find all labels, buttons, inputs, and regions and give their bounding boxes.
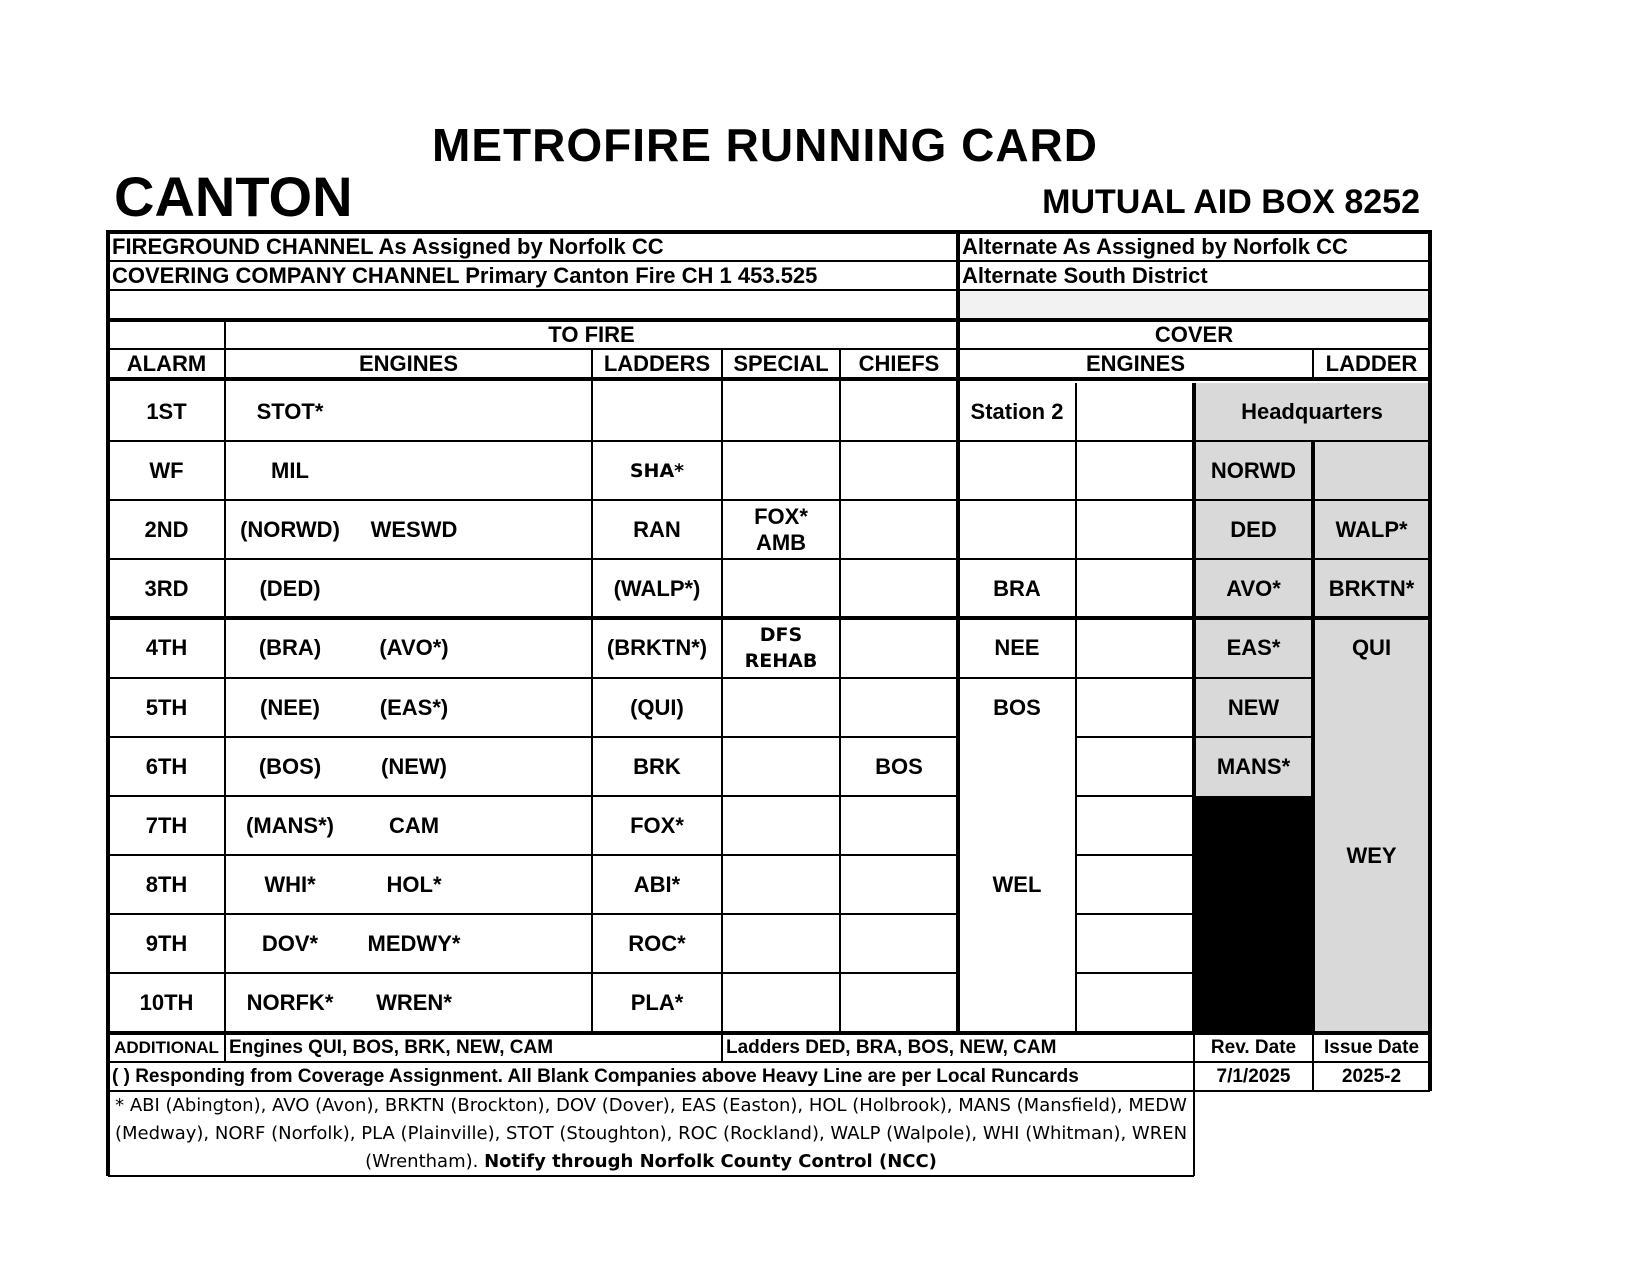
alarm-cell: 10TH xyxy=(139,990,194,1015)
blank-alt-row xyxy=(958,290,1430,320)
grid-line xyxy=(1428,232,1432,1091)
grid-line xyxy=(108,736,958,738)
rev-date-label: Rev. Date xyxy=(1210,1036,1297,1058)
grid-line xyxy=(1192,383,1196,1033)
alarm-cell: 3RD xyxy=(144,575,189,601)
grid-line xyxy=(1076,854,1194,856)
special-cell xyxy=(722,559,840,618)
engine-cell xyxy=(355,441,473,500)
ladder-cell: ABI* xyxy=(633,871,681,897)
cover-engine-cell: Station 2 xyxy=(970,399,1064,424)
ladder-cell: RAN xyxy=(633,516,681,542)
special-cell xyxy=(722,441,840,500)
grid-line xyxy=(108,1031,1430,1035)
blacked-out-cell xyxy=(1194,796,1313,1033)
grid-line xyxy=(1312,1033,1314,1091)
cover-engine-cell xyxy=(958,441,1076,500)
engines-header: ENGINES xyxy=(358,350,459,376)
covering-channel: COVERING COMPANY CHANNEL Primary Canton Fire CH 1 453.525 xyxy=(112,262,818,288)
special-cell: DFS REHAB xyxy=(744,624,818,672)
grid-line xyxy=(721,349,723,1033)
grid-line xyxy=(108,289,1430,291)
cover-engine-cell: NORWD xyxy=(1210,457,1297,483)
grid-line xyxy=(839,349,841,1033)
cover-engine-cell: EAS* xyxy=(1226,635,1281,660)
grid-line xyxy=(108,677,1194,679)
cover-engine-cell: BOS xyxy=(993,694,1041,720)
engine-cell: NORFK* xyxy=(246,990,334,1015)
cover-headquarters-cell: Headquarters xyxy=(1241,399,1383,424)
alarm-cell: 4TH xyxy=(145,635,188,660)
engine-cell xyxy=(473,500,592,559)
grid-line xyxy=(108,795,958,797)
grid-line xyxy=(108,377,1430,381)
special-cell xyxy=(722,914,840,973)
grid-line xyxy=(108,913,958,915)
grid-line xyxy=(1075,383,1077,1033)
alarm-cell: 5TH xyxy=(145,694,188,720)
cover-engine-cell xyxy=(1076,914,1194,973)
grid-line xyxy=(108,499,1430,501)
cover-engine-cell: NEE xyxy=(994,635,1040,660)
cover-ladder-cell: QUI xyxy=(1351,635,1392,660)
cover-engine-cell xyxy=(1076,559,1194,618)
engine-cell: MEDWY* xyxy=(367,930,461,956)
chief-cell xyxy=(840,914,958,973)
town-name: CANTON xyxy=(114,165,353,228)
engine-cell: (DED) xyxy=(259,575,321,601)
alarm-cell: 2ND xyxy=(144,516,189,542)
notify-text: Notify through Norfolk County Control (NCC) xyxy=(484,1151,937,1172)
to-fire-header: TO FIRE xyxy=(548,321,635,347)
special-cell xyxy=(722,855,840,914)
engine-cell: DOV* xyxy=(261,930,319,956)
grid-line xyxy=(108,1175,1194,1177)
engine-cell: (BRA) xyxy=(258,635,322,660)
cover-engine-cell xyxy=(1076,441,1194,500)
cover-engine-cell: DED xyxy=(1230,516,1277,542)
cover-engine-cell xyxy=(1076,855,1194,914)
grid-line xyxy=(1076,972,1194,974)
engine-cell xyxy=(473,383,592,441)
engine-cell: (NEE) xyxy=(260,694,320,720)
special-cell xyxy=(722,737,840,796)
grid-line xyxy=(108,1090,1430,1092)
ladder-cell: PLA* xyxy=(630,990,684,1015)
grid-line xyxy=(108,972,958,974)
engine-cell: WHI* xyxy=(264,871,316,897)
fireground-alt-channel: Alternate As Assigned by Norfolk CC xyxy=(962,233,1348,259)
engine-cell xyxy=(355,383,473,441)
cover-engines-header: ENGINES xyxy=(1085,350,1186,376)
additional-ladders: Ladders DED, BRA, BOS, NEW, CAM xyxy=(726,1036,1057,1058)
chief-cell xyxy=(840,796,958,855)
grid-line xyxy=(108,558,1430,560)
engine-cell: STOT* xyxy=(256,399,324,424)
ladder-cell: FOX* xyxy=(630,812,684,838)
page-title: METROFIRE RUNNING CARD xyxy=(432,119,1098,171)
cover-engine-cell xyxy=(1076,500,1194,559)
chief-cell xyxy=(840,618,958,678)
alarm-cell: 8TH xyxy=(145,871,188,897)
fireground-channel: FIREGROUND CHANNEL As Assigned by Norfolk CC xyxy=(112,233,664,259)
cover-engine-cell: NEW xyxy=(1227,694,1280,720)
special-header: SPECIAL xyxy=(733,350,829,376)
covering-alt-channel: Alternate South District xyxy=(962,262,1208,288)
engine-cell: (MANS*) xyxy=(246,812,334,838)
engine-cell xyxy=(473,973,592,1033)
ladder-cell: ROC* xyxy=(628,930,686,956)
cover-engine-cell: AVO* xyxy=(1226,575,1281,601)
responding-note: ( ) Responding from Coverage Assignment. All Blank Companies above Heavy Line are per Local Runcards xyxy=(112,1065,1079,1087)
cover-engine-cell: BRA xyxy=(993,575,1041,601)
chief-cell: BOS xyxy=(875,753,923,779)
engine-cell: HOL* xyxy=(386,871,442,897)
grid-line xyxy=(108,260,1430,262)
additional-engines: Engines QUI, BOS, BRK, NEW, CAM xyxy=(229,1036,554,1058)
engine-cell: WREN* xyxy=(376,990,452,1015)
grid-line xyxy=(721,1033,723,1062)
grid-line xyxy=(108,318,1430,322)
grid-line xyxy=(108,1061,1430,1063)
grid-line xyxy=(224,1033,226,1062)
ladders-header: LADDERS xyxy=(603,350,711,376)
cover-wel-cell: WEL xyxy=(992,872,1042,897)
cover-engine-cell xyxy=(1076,383,1194,441)
chief-cell xyxy=(840,383,958,441)
grid-line xyxy=(106,230,1432,234)
grid-line xyxy=(1194,677,1313,679)
abbreviations-note xyxy=(112,1092,1190,1174)
cover-engine-cell: MANS* xyxy=(1216,753,1291,779)
issue-date-label: Issue Date xyxy=(1323,1036,1420,1058)
cover-engine-cell xyxy=(1076,737,1194,796)
rev-date-value: 7/1/2025 xyxy=(1216,1065,1291,1087)
chief-cell xyxy=(840,559,958,618)
ladder-cell xyxy=(592,383,722,441)
grid-line xyxy=(591,349,593,1033)
grid-line xyxy=(108,440,1430,442)
grid-line xyxy=(1076,736,1194,738)
alarm-cell: WF xyxy=(149,457,184,483)
cover-ladder-cell: WALP* xyxy=(1335,516,1408,542)
alarm-header: ALARM xyxy=(126,350,207,376)
chief-cell xyxy=(840,500,958,559)
engine-cell: WESWD xyxy=(370,516,458,542)
engine-cell xyxy=(473,559,592,618)
engine-cell: MIL xyxy=(271,457,309,483)
cover-engine-cell xyxy=(1076,796,1194,855)
ladder-cell: (QUI) xyxy=(630,694,684,720)
special-cell xyxy=(722,796,840,855)
cover-engine-cell xyxy=(958,500,1076,559)
engine-cell: CAM xyxy=(388,812,440,838)
cover-engine-cell xyxy=(1076,973,1194,1033)
cover-header: COVER xyxy=(1154,321,1234,347)
additional-label: ADDITIONAL xyxy=(114,1037,219,1057)
cover-engine-cell xyxy=(1076,678,1194,737)
special-cell: FOX* AMB xyxy=(754,503,808,555)
chiefs-header: CHIEFS xyxy=(858,350,940,376)
engine-cell xyxy=(473,737,592,796)
ladder-cell: (BRKTN*) xyxy=(606,635,708,660)
special-cell xyxy=(722,678,840,737)
special-cell xyxy=(722,973,840,1033)
engine-cell xyxy=(473,796,592,855)
cover-ladder-cell xyxy=(1313,441,1430,500)
engine-cell xyxy=(473,441,592,500)
abbreviations-text: * ABI (Abington), AVO (Avon), BRKTN (Brockton), DOV (Dover), EAS (Easton), HOL (Holbrook), MANS (Mansfield), MEDW (Medway), NORF (Norfolk), PLA (Plainville), STOT (Stoughton), ROC (Rockland), WALP (Walpole), WHI (Whitman), WREN (Wrentham). xyxy=(114,1095,1188,1172)
alarm-cell: 6TH xyxy=(145,753,188,779)
grid-line xyxy=(958,348,1430,350)
chief-cell xyxy=(840,855,958,914)
ladder-cell: SHA* xyxy=(629,459,685,482)
ladder-cell: BRK xyxy=(633,753,681,779)
engine-cell xyxy=(473,914,592,973)
grid-line xyxy=(1076,913,1194,915)
grid-line xyxy=(108,854,958,856)
mutual-aid-box: MUTUAL AID BOX 8252 xyxy=(1042,183,1420,221)
chief-cell xyxy=(840,441,958,500)
cover-engine-cell xyxy=(1076,618,1194,678)
alarm-cell: 7TH xyxy=(145,812,188,838)
engine-cell: (NORWD) xyxy=(240,516,340,542)
cover-ladder-header: LADDER xyxy=(1325,350,1418,376)
grid-line xyxy=(108,348,958,350)
chief-cell xyxy=(840,973,958,1033)
issue-date-value: 2025-2 xyxy=(1341,1065,1402,1087)
engine-cell xyxy=(473,678,592,737)
cover-wey-cell: WEY xyxy=(1346,842,1397,868)
alarm-cell: 9TH xyxy=(145,930,188,956)
engine-cell: (BOS) xyxy=(258,753,322,779)
alarm-cell: 1ST xyxy=(146,399,187,424)
engine-cell xyxy=(355,559,473,618)
engine-cell xyxy=(473,855,592,914)
engine-cell: (AVO*) xyxy=(379,635,449,660)
ladder-cell: (WALP*) xyxy=(613,575,701,601)
engine-cell: (EAS*) xyxy=(379,694,449,720)
chief-cell xyxy=(840,678,958,737)
grid-line xyxy=(1312,349,1314,378)
engine-cell: (NEW) xyxy=(381,753,447,779)
special-cell xyxy=(722,383,840,441)
grid-line xyxy=(1076,795,1194,797)
grid-line xyxy=(1193,1033,1195,1176)
engine-cell xyxy=(473,618,592,678)
cover-ladder-cell: BRKTN* xyxy=(1328,575,1415,601)
grid-line xyxy=(108,616,1430,620)
grid-line xyxy=(1194,736,1313,738)
